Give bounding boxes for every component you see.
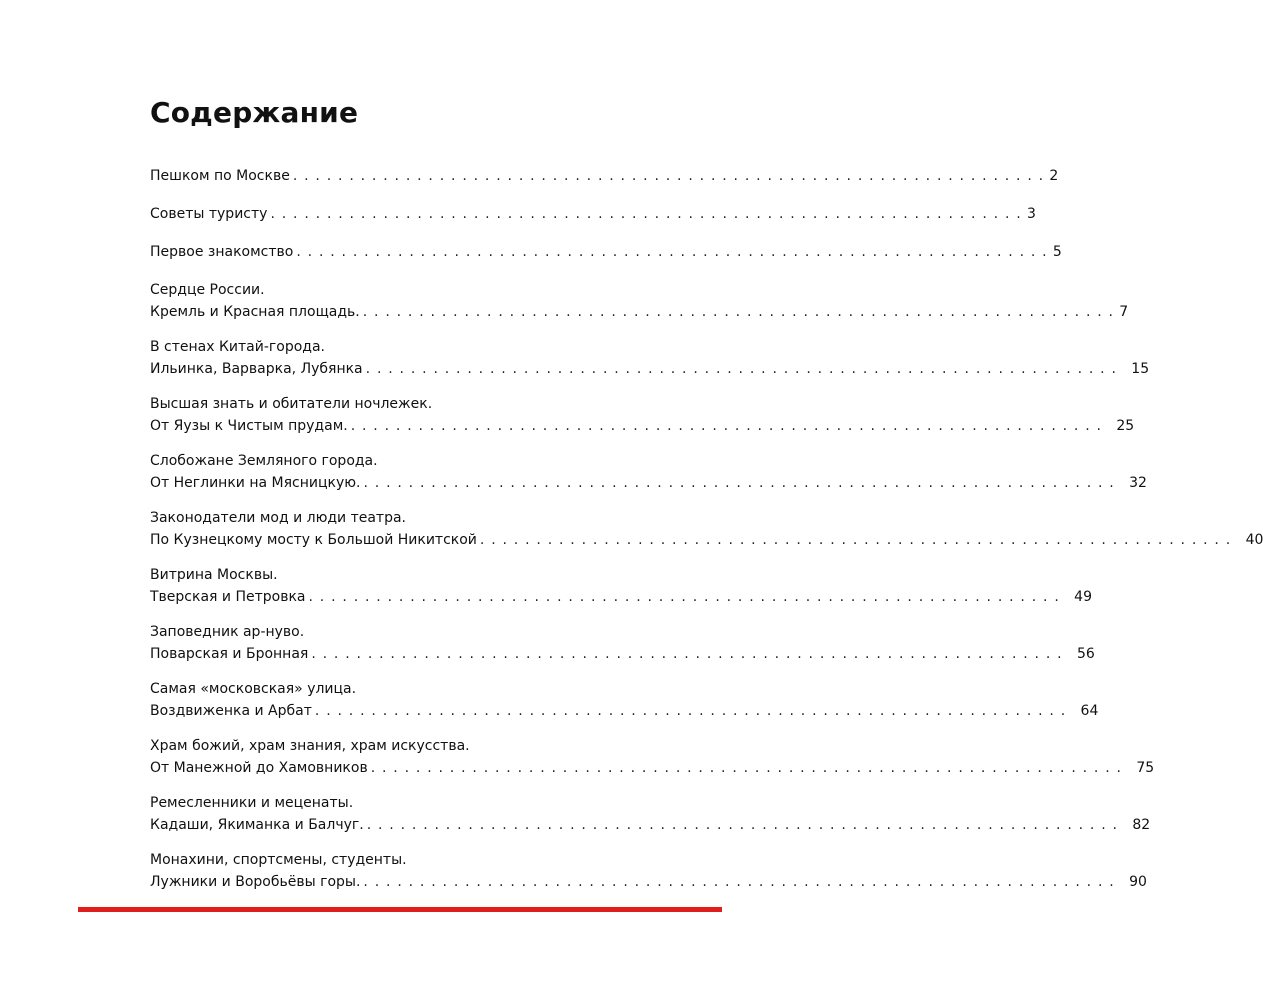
toc-entry-heading: Заповедник ар-нуво. [150,624,305,640]
toc-entry-heading: Самая «московская» улица. [150,681,357,697]
toc-leader-dots: . . . . . . . . . . . . . . . . . . . . . . . . . . . . . . . . . . . . . . . . . . . . . . . . . . . . . . . . . . . . . . . . . . . [296,244,1048,260]
toc-leader-dots: . . . . . . . . . . . . . . . . . . . . . . . . . . . . . . . . . . . . . . . . . . . . . . . . . . . . . . . . . . . . . . . . . . . [362,304,1115,320]
toc-entry[interactable] [150,203,1036,225]
red-divider-line [78,907,722,912]
toc-line [150,586,1092,608]
toc-leader-dots: . . . . . . . . . . . . . . . . . . . . . . . . . . . . . . . . . . . . . . . . . . . . . . . . . . . . . . . . . . . . . . . . . . . [365,361,1118,377]
toc-entry-heading: Витрина Москвы. [150,567,278,583]
toc-line [150,415,1135,437]
toc-entry[interactable] [150,507,1263,551]
toc-entry-heading: Законодатели мод и люди театра. [150,510,407,526]
toc-leader-dots: . . . . . . . . . . . . . . . . . . . . . . . . . . . . . . . . . . . . . . . . . . . . . . . . . . . . . . . . . . . . . . . . . . . [363,475,1115,491]
toc-entry[interactable] [150,735,1155,779]
toc-entry-title: От Яузы к Чистым прудам. [150,418,348,434]
toc-entry-title: Лужники и Воробьёвы горы. [150,874,361,890]
toc-entry-title: Ильинка, Варварка, Лубянка [150,361,363,377]
toc-entry-title: Кремль и Красная площадь. [150,304,360,320]
toc-line [150,203,1036,225]
toc-entry[interactable] [150,241,1062,263]
toc-entry-title: Первое знакомство [150,244,294,260]
toc-leader-dots: . . . . . . . . . . . . . . . . . . . . . . . . . . . . . . . . . . . . . . . . . . . . . . . . . . . . . . . . . . . . . . . . . . . [314,703,1067,719]
toc-entry-title: Кадаши, Якиманка и Балчуг. [150,817,364,833]
toc-leader-dots: . . . . . . . . . . . . . . . . . . . . . . . . . . . . . . . . . . . . . . . . . . . . . . . . . . . . . . . . . . . . . . . . . . . [479,532,1232,548]
toc-entry-title: Пешком по Москве [150,168,290,184]
toc-leader-dots: . . . . . . . . . . . . . . . . . . . . . . . . . . . . . . . . . . . . . . . . . . . . . . . . . . . . . . . . . . . . . . . . . . . [292,168,1045,184]
toc-line [150,301,1129,323]
toc-page-number: 82 [1132,817,1151,833]
toc-line [150,643,1095,665]
toc-page-number: 40 [1245,532,1263,548]
toc-leader-dots: . . . . . . . . . . . . . . . . . . . . . . . . . . . . . . . . . . . . . . . . . . . . . . . . . . . . . . . . . . . . . . . . . . . [370,760,1123,776]
toc-entry[interactable] [150,621,1095,665]
toc-entry[interactable] [150,792,1151,836]
toc-entry-heading: В стенах Китай-города. [150,339,325,355]
toc-entry[interactable] [150,849,1147,893]
toc-entry[interactable] [150,678,1099,722]
toc-entry-title: Воздвиженка и Арбат [150,703,312,719]
toc-leader-dots: . . . . . . . . . . . . . . . . . . . . . . . . . . . . . . . . . . . . . . . . . . . . . . . . . . . . . . . . . . . . . . . . . . . [311,646,1063,662]
toc-entry-title: Советы туристу [150,206,268,222]
toc-line [150,814,1151,836]
toc-entry-heading: Сердце России. [150,282,265,298]
toc-entry-title: От Манежной до Хамовников [150,760,368,776]
toc-line [150,472,1147,494]
toc-leader-dots: . . . . . . . . . . . . . . . . . . . . . . . . . . . . . . . . . . . . . . . . . . . . . . . . . . . . . . . . . . . . . . . . . . . [366,817,1119,833]
toc-entry-title: Тверская и Петровка [150,589,306,605]
toc-entry-title: Поварская и Бронная [150,646,309,662]
toc-page-number: 32 [1129,475,1147,491]
toc-entry-heading: Ремесленники и меценаты. [150,795,354,811]
toc-entry-title: По Кузнецкому мосту к Большой Никитской [150,532,477,548]
toc-entry-heading: Монахини, спортсмены, студенты. [150,852,407,868]
toc-entry[interactable] [150,336,1150,380]
toc-leader-dots: . . . . . . . . . . . . . . . . . . . . . . . . . . . . . . . . . . . . . . . . . . . . . . . . . . . . . . . . . . . . . . . . . . . [350,418,1103,434]
toc-line [150,529,1263,551]
toc-page-number: 25 [1116,418,1135,434]
toc-line [150,700,1099,722]
toc-page-number: 90 [1129,874,1147,890]
toc-leader-dots: . . . . . . . . . . . . . . . . . . . . . . . . . . . . . . . . . . . . . . . . . . . . . . . . . . . . . . . . . . . . . . . . . . . [270,206,1022,222]
toc-entry-heading: Слобожане Земляного города. [150,453,378,469]
toc-entry[interactable] [150,393,1135,437]
toc-page-number: 49 [1074,589,1092,605]
toc-line [150,241,1062,263]
toc-entry[interactable] [150,165,1059,187]
toc-leader-dots: . . . . . . . . . . . . . . . . . . . . . . . . . . . . . . . . . . . . . . . . . . . . . . . . . . . . . . . . . . . . . . . . . . . [308,589,1060,605]
toc-page-number: 64 [1080,703,1099,719]
page-title: Содержание [150,96,359,129]
toc-line [150,757,1155,779]
toc-page-number: 15 [1131,361,1150,377]
toc-entry-title: От Неглинки на Мясницкую. [150,475,361,491]
table-of-contents [150,165,1263,906]
toc-entry-heading: Высшая знать и обитатели ночлежек. [150,396,433,412]
toc-entry[interactable] [150,450,1147,494]
toc-line [150,165,1059,187]
toc-entry[interactable] [150,564,1092,608]
toc-line [150,358,1150,380]
toc-entry[interactable] [150,279,1129,323]
toc-leader-dots: . . . . . . . . . . . . . . . . . . . . . . . . . . . . . . . . . . . . . . . . . . . . . . . . . . . . . . . . . . . . . . . . . . . [363,874,1115,890]
toc-page-number: 3 [1027,206,1036,222]
toc-page-number: 56 [1076,646,1095,662]
toc-entry-heading: Храм божий, храм знания, храм искусства. [150,738,470,754]
toc-line [150,871,1147,893]
toc-page-number: 2 [1049,168,1059,184]
toc-page-number: 5 [1052,244,1062,260]
toc-page-number: 75 [1136,760,1155,776]
toc-page-number: 7 [1119,304,1129,320]
